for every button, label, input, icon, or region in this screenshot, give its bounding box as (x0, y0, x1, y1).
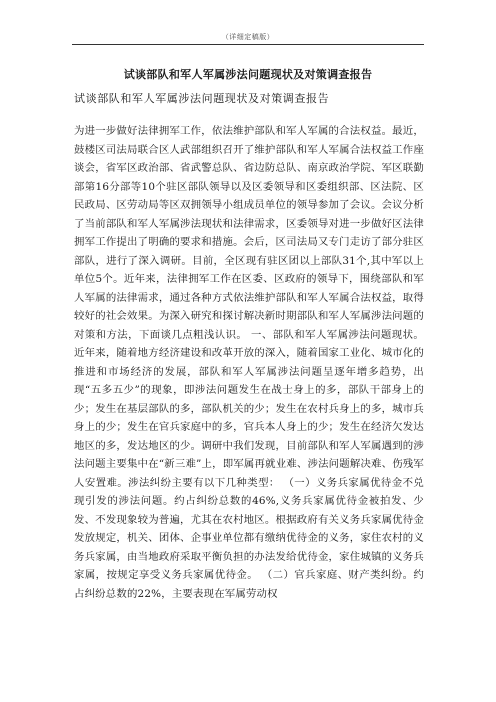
header-label: （详细定稿版） (221, 33, 275, 41)
document-title: 试谈部队和军人军属涉法问题现状及对策调查报告 (123, 68, 373, 81)
document-body: 为进一步做好法律拥军工作，依法维护部队和军人军属的合法权益。最近，鼓楼区司法局联合区人武部组织召开了维护部队和军人军属合法权益工作座谈会，省军区政治部、省武警总队、省边防总队、南京政治学院、军区联勤部第16分部等10个驻区部队领导以及区委领导和区委组织部、区法院、区民政局、区劳动局等区双拥领导小组成员单位的领导参加了会议。会议分析了当前部队和军人军属涉法现状和法律需求，区委领导对进一步做好区法律拥军工作提出了明确的要求和措施。会后，区司法局又专门走访了部分驻区部队，进行了深入调研。目前，全区现有驻区团以上部队31个,其中军以上单位5个。近年来，法律拥军工作在区委、区政府的领导下，围绕部队和军人军属的法律需求，通过各种方式依法维护部队和军人军属合法权益，取得较好的社会效果。为深入研究和探讨解决新时期部队和军人军属涉法问题的对策和方法，下面谈几点粗浅认识。 一、部队和军人军属涉法问题现状。 近年来，随着地方经济建设和改革开放的深入，随着国家工业化、城市化的推进和市场经济的发展，部队和军人军属涉法问题呈逐年增多趋势，出现“五多五少”的现象，即涉法问题发生在战士身上的多，部队干部身上的少；发生在基层部队的多，部队机关的少；发生在农村兵身上的多，城市兵身上的少；发生在官兵家庭中的多，官兵本人身上的少；发生在经济欠发达地区的多，发达地区的少。调研中我们发现，目前部队和军人军属遇到的涉法问题主要集中在“新三难”上，即军属再就业难、涉法问题解决难、伤残军人安置难。涉法纠纷主要有以下几种类型： （一）义务兵家属优待金不兑现引发的涉法问题。约占纠纷总数的46%,义务兵家属优待金被拍发、少发、不发现象较为普遍，尤其在农村地区。根据政府有关义务兵家属优待金发放规定，机关、团体、企事业单位都有缴纳优待金的义务，家住农村的义务兵家属，由当地政府采取平衡负担的办法发给优待金，家住城镇的义务兵家属，按规定享受义务兵家属优待金。 （二）官兵家庭、财产类纠纷。约占纠纷总数的22%，主要表现在军属劳动权 (74, 125, 424, 600)
document-subtitle: 试谈部队和军人军属涉法问题现状及对策调查报告 (74, 92, 330, 105)
header-divider (72, 44, 424, 45)
